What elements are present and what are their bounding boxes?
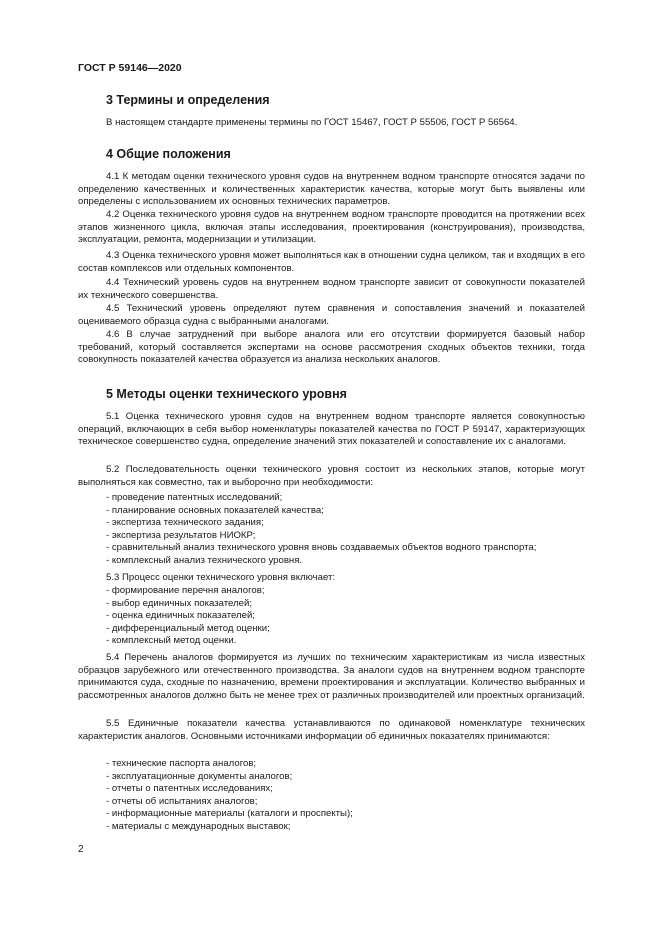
paragraph-5-3 — [106, 572, 335, 585]
paragraph-4-4: 4.4 Технический уровень судов на внутреннем водном транспорте зависит от совокупности показателей их технического совершенства. — [78, 277, 585, 301]
paragraph-5-4: 5.4 Перечень аналогов формируется из лучших по техническим характеристикам из числа известных образцов зарубежного или отечественного производства. За аналоги судов на внутреннем водном транспорте принимаются суда, сходные по назначению, времени проектирования и эксплуатации. Количество выбранных и рассмотренных аналогов должно быть не менее трех от различных производителей или проектных организаций. — [78, 652, 585, 701]
section-4-heading: 4 Общие положения — [106, 147, 231, 161]
section-3-text: В настоящем стандарте применены термины по ГОСТ 15467, ГОСТ Р 55506, ГОСТ Р 56564. — [106, 117, 518, 128]
list-item: - выбор единичных показателей; — [106, 597, 253, 609]
paragraph-5-3-text: 5.3 Процесс оценки технического уровня включает: — [106, 572, 336, 583]
list-item: - оценка единичных показателей; — [106, 610, 255, 621]
list-item: - проведение патентных исследований; — [106, 492, 283, 503]
list-item: - эксплуатационные документы аналогов; — [106, 770, 293, 782]
list-item: - планирование основных показателей качества; — [106, 504, 324, 516]
paragraph-5-1: 5.1 Оценка технического уровня судов на внутреннем водном транспорте является совокупностью операций, включающих в себя выбор номенклатуры показателей качества по ГОСТ Р 59147, характеризующих техническое совершенство судна, определение значений этих показателей и сопоставление их с аналогами. — [78, 411, 585, 447]
list-5-2 — [106, 492, 536, 567]
list-5-3 — [106, 585, 270, 648]
list-item: - сравнительный анализ технического уровня вновь создаваемых объектов водного транспорта; — [106, 542, 537, 553]
section-5-heading: 5 Методы оценки технического уровня — [106, 387, 347, 401]
paragraph-4-1: 4.1 К методам оценки технического уровня судов на внутреннем водном транспорте относятся задачи по определению качественных и количественных характеристик качества, которые могут быть выявлены или определены с использованием их основных технических параметров. — [78, 171, 585, 207]
list-item: - информационные материалы (каталоги и проспекты); — [106, 808, 353, 819]
paragraph-4-5: 4.5 Технический уровень определяют путем сравнения и сопоставления значений и показателей оцениваемого образца судна с выбранными аналогами. — [78, 303, 585, 327]
paragraph-5-2: 5.2 Последовательность оценки технического уровня состоит из нескольких этапов, которые могут выполняться как совместно, так и выборочно при необходимости: — [78, 464, 585, 488]
paragraph-4-6: 4.6 В случае затруднений при выборе аналога или его отсутствии формируется базовый набор требований, который составляется экспертами на основе рассмотрения сходных объектов техники, тогда совокупность показателей качества образуется из анализа нескольких аналогов. — [78, 329, 585, 365]
list-item: - материалы с международных выставок; — [106, 820, 291, 832]
paragraph-5-5: 5.5 Единичные показатели качества устанавливаются по одинаковой номенклатуре технических характеристик аналогов. Основными источниками информации об единичных показателях принимаются: — [78, 718, 585, 742]
list-item: - экспертиза технического задания; — [106, 517, 264, 528]
page-number: 2 — [78, 844, 84, 855]
list-item: - отчеты об испытаниях аналогов; — [106, 795, 258, 807]
paragraph-4-3: 4.3 Оценка технического уровня может выполняться как в отношении судна целиком, так и входящих в его состав комплексов или отдельных компонентов. — [78, 250, 585, 274]
list-5-5 — [106, 758, 353, 833]
list-item: - отчеты о патентных исследованиях; — [106, 783, 273, 794]
section-3-heading: 3 Термины и определения — [106, 93, 270, 107]
list-item: - дифференциальный метод оценки; — [106, 622, 270, 634]
list-item: - комплексный анализ технического уровня. — [106, 554, 303, 566]
list-item: - формирование перечня аналогов; — [106, 585, 265, 596]
list-item: - комплексный метод оценки. — [106, 635, 237, 646]
list-item: - экспертиза результатов НИОКР; — [106, 529, 256, 541]
document-header: ГОСТ Р 59146—2020 — [78, 62, 182, 74]
list-item: - технические паспорта аналогов; — [106, 758, 257, 769]
paragraph-4-2: 4.2 Оценка технического уровня судов на внутреннем водном транспорте проводится на протяжении всех этапов жизненного цикла, включая этапы исследования, проектирования (конструирования), производства, эксплуатации, ремонта, модернизации и утилизации. — [78, 209, 585, 245]
